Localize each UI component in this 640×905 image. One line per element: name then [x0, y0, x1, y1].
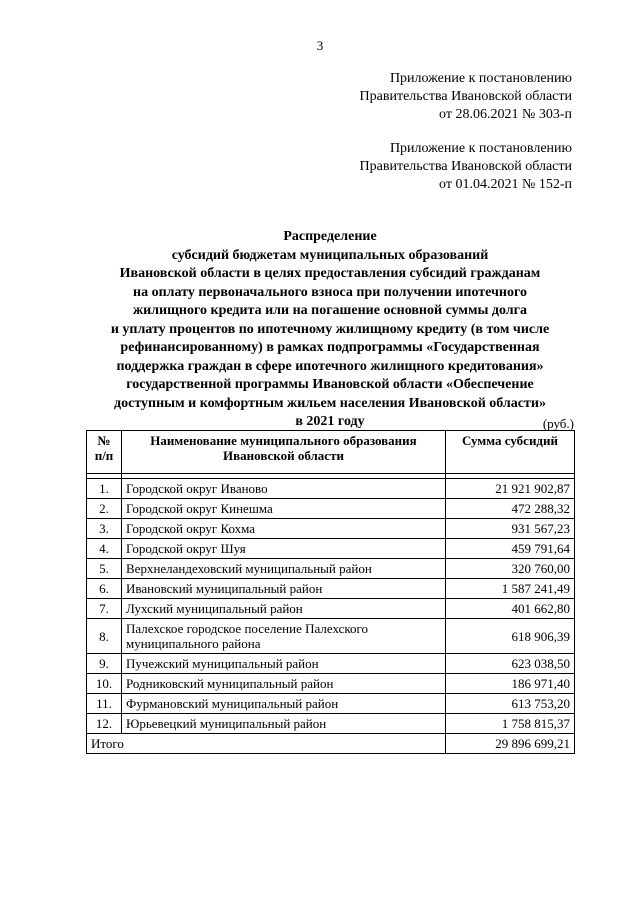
row-subsidy-sum: 472 288,32 — [446, 499, 575, 519]
row-number: 7. — [87, 599, 122, 619]
page-number: 3 — [316, 38, 324, 53]
row-subsidy-sum: 618 906,39 — [446, 619, 575, 654]
row-subsidy-sum: 1 758 815,37 — [446, 714, 575, 734]
title-line: рефинансированному) в рамках подпрограммы «Государственная — [120, 340, 540, 355]
table-row — [87, 599, 575, 619]
row-municipality: Городской округ Шуя — [122, 539, 446, 559]
row-number: 1. — [87, 479, 122, 499]
title-line: и уплату процентов по ипотечному жилищному кредиту (в том числе — [110, 321, 550, 337]
subsidy-table — [86, 430, 575, 754]
row-number: 6. — [87, 579, 122, 599]
row-municipality: Пучежский муниципальный район — [122, 654, 446, 674]
row-subsidy-sum: 931 567,23 — [446, 519, 575, 539]
appendix-block-1 — [360, 70, 572, 124]
row-municipality: Городской округ Кохма — [122, 519, 446, 539]
row-municipality: Верхнеландеховский муниципальный район — [122, 559, 446, 579]
row-number: 3. — [87, 519, 122, 539]
appendix-line: от 28.06.2021 № 303-п — [439, 107, 572, 122]
appendix-line: Приложение к постановлению — [389, 71, 572, 86]
row-number: 5. — [87, 559, 122, 579]
row-subsidy-sum: 401 662,80 — [446, 599, 575, 619]
row-subsidy-sum: 186 971,40 — [446, 674, 575, 694]
row-municipality: Родниковский муниципальный район — [122, 674, 446, 694]
row-number: 8. — [87, 619, 122, 654]
row-municipality: Палехское городское поселение Палехского муниципального района — [122, 619, 446, 654]
row-number: 4. — [87, 539, 122, 559]
row-subsidy-sum: 1 587 241,49 — [446, 579, 575, 599]
row-number: 2. — [87, 499, 122, 519]
table-row — [87, 619, 575, 654]
header-sum: Сумма субсидий — [446, 431, 575, 474]
unit-label: (руб.) — [542, 416, 574, 431]
table-row — [87, 654, 575, 674]
table-row — [87, 714, 575, 734]
row-number: 9. — [87, 654, 122, 674]
header-name: Наименование муниципального образования Ивановской области — [122, 431, 446, 474]
title-line: Ивановской области в целях предоставления субсидий гражданам — [119, 266, 541, 281]
appendix-line: Правительства Ивановской области — [359, 89, 572, 104]
title-line: поддержка граждан в сфере ипотечного жилищного кредитования» — [116, 358, 544, 374]
title-line: Распределение — [283, 229, 377, 244]
table-row — [87, 479, 575, 499]
title-line: в 2021 году — [295, 414, 365, 429]
table-row — [87, 499, 575, 519]
row-municipality: Юрьевецкий муниципальный район — [122, 714, 446, 734]
title-line: государственной программы Ивановской области «Обеспечение — [126, 377, 534, 392]
table-body — [87, 474, 575, 754]
table-row — [87, 579, 575, 599]
table-header-row — [87, 431, 575, 474]
row-subsidy-sum: 623 038,50 — [446, 654, 575, 674]
total-sum: 29 896 699,21 — [446, 734, 575, 754]
row-subsidy-sum: 613 753,20 — [446, 694, 575, 714]
row-subsidy-sum: 21 921 902,87 — [446, 479, 575, 499]
row-municipality: Фурмановский муниципальный район — [122, 694, 446, 714]
row-subsidy-sum: 320 760,00 — [446, 559, 575, 579]
header-num: № п/п — [87, 431, 122, 474]
appendix-line: от 01.04.2021 № 152-п — [439, 177, 572, 192]
row-municipality: Ивановский муниципальный район — [122, 579, 446, 599]
row-municipality: Городской округ Кинешма — [122, 499, 446, 519]
appendix-line: Приложение к постановлению — [389, 141, 572, 156]
title-line: доступным и комфортным жильем населения Ивановской области» — [114, 395, 546, 411]
title-line: на оплату первоначального взноса при получении ипотечного — [133, 284, 527, 300]
total-row — [87, 734, 575, 754]
table-row — [87, 519, 575, 539]
row-number: 10. — [87, 674, 122, 694]
document-title — [60, 228, 600, 432]
title-line: жилищного кредита или на погашение основной суммы долга — [132, 303, 528, 318]
table-row — [87, 539, 575, 559]
table-row — [87, 674, 575, 694]
table-row — [87, 694, 575, 714]
row-number: 11. — [87, 694, 122, 714]
appendix-line: Правительства Ивановской области — [359, 159, 572, 174]
table-row — [87, 559, 575, 579]
title-line: субсидий бюджетам муниципальных образований — [171, 247, 489, 263]
row-municipality: Городской округ Иваново — [122, 479, 446, 499]
appendix-block-2 — [360, 140, 572, 194]
row-subsidy-sum: 459 791,64 — [446, 539, 575, 559]
row-number: 12. — [87, 714, 122, 734]
total-label: Итого — [87, 734, 446, 754]
row-municipality: Лухский муниципальный район — [122, 599, 446, 619]
